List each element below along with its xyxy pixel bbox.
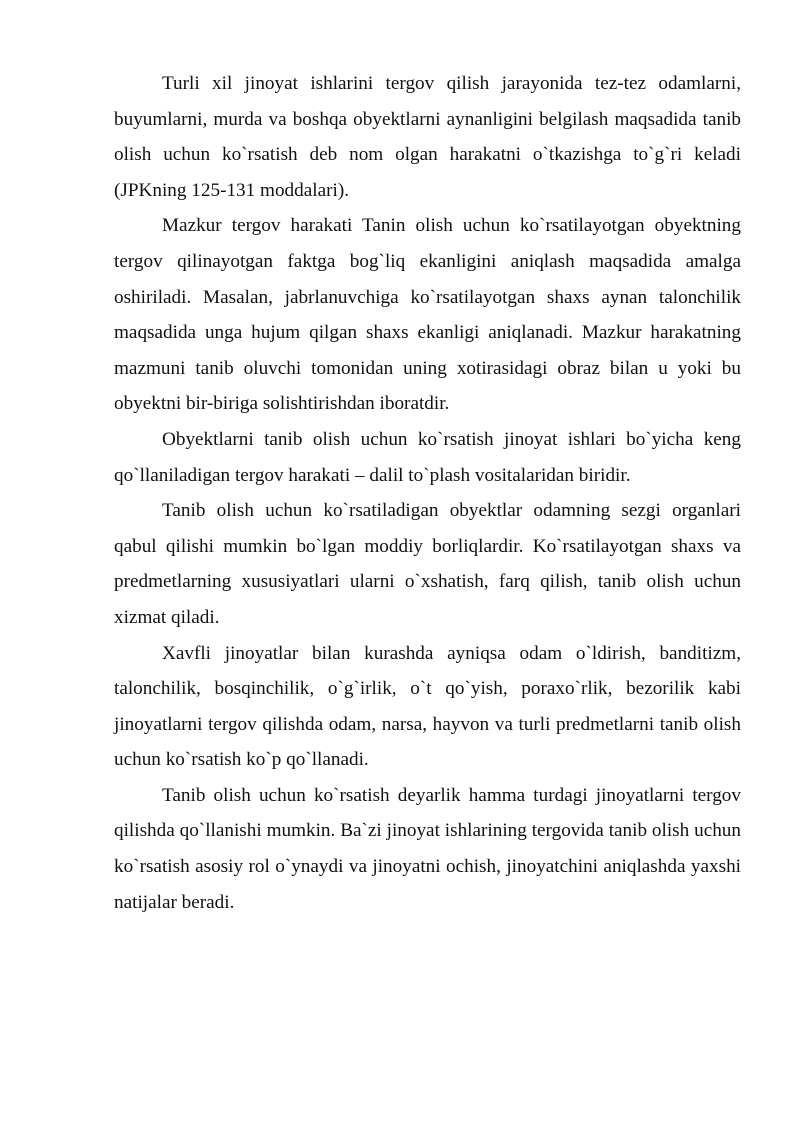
- paragraph-1: Turli xil jinoyat ishlarini tergov qilish jarayonida tez-tez odamlarni, buyumlarni, murda va boshqa obyektlarni aynanligini belgilash maqsadida tanib olish uchun ko`rsatish deb nom olgan harakatni o`tkazishga to`g`ri keladi (JPKning 125-131 moddalari).: [114, 73, 741, 201]
- paragraph-4: Tanib olish uchun ko`rsatiladigan obyektlar odamning sezgi organlari qabul qilishi mumkin bo`lgan moddiy borliqlardir. Ko`rsatilayotgan shaxs va predmetlarning xususiyatlari ularni o`xshatish, farq qilish, tanib olish uchun xizmat qiladi.: [114, 500, 741, 628]
- document-body: [114, 66, 741, 920]
- paragraph-3: Obyektlarni tanib olish uchun ko`rsatish jinoyat ishlari bo`yicha keng qo`llaniladigan tergov harakati – dalil to`plash vositalaridan biridir.: [114, 428, 741, 486]
- paragraph-6: Tanib olish uchun ko`rsatish deyarlik hamma turdagi jinoyatlarni tergov qilishda qo`llanishi mumkin. Ba`zi jinoyat ishlarining tergovida tanib olish uchun ko`rsatish asosiy rol o`ynaydi va jinoyatni ochish, jinoyatchini aniqlashda yaxshi natijalar beradi.: [114, 784, 741, 913]
- paragraph-5: Xavfli jinoyatlar bilan kurashda ayniqsa odam o`ldirish, banditizm, talonchilik, bosqinchilik, o`g`irlik, o`t qo`yish, poraxo`rlik, bezorilik kabi jinoyatlarni tergov qilishda odam, narsa, hayvon va turli predmetlarni tanib olish uchun ko`rsatish ko`p qo`llanadi.: [114, 642, 741, 771]
- paragraph-2: Mazkur tergov harakati Tanin olish uchun ko`rsatilayotgan obyektning tergov qilinayotgan faktga bog`liq ekanligini aniqlash maqsadida amalga oshiriladi. Masalan, jabrlanuvchiga ko`rsatilayotgan shaxs aynan talonchilik maqsadida unga hujum qilgan shaxs ekanligi aniqlanadi. Mazkur harakatning mazmuni tanib oluvchi tomonidan uning xotirasidagi obraz bilan u yoki bu obyektni bir-biriga solishtirishdan iboratdir.: [114, 215, 741, 415]
